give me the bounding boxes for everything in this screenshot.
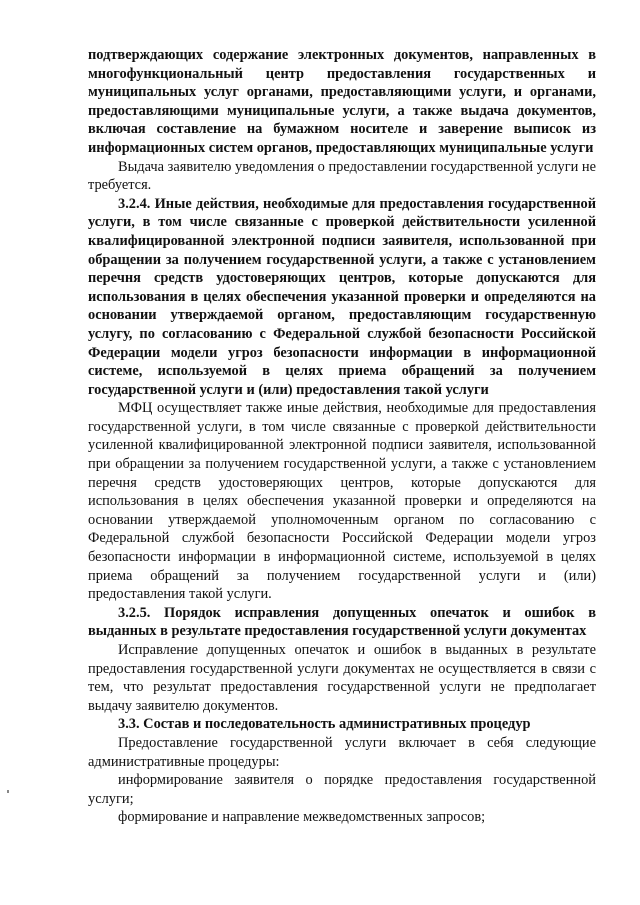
paragraph-notification: Выдача заявителю уведомления о предоставлении государственной услуги не требуется. [88, 158, 596, 194]
section-heading-3-3: 3.3. Состав и последовательность административных процедур [118, 716, 531, 733]
section-heading-3-2-4: 3.2.4. Иные действия, необходимые для предоставления государственной услуги, в том числе связанные с проверкой действительности усиленной квалифицированной электронной подписи заявителя, использованной при обращении за получением государственной услуги, а также с установлением перечня средств удостоверяющих центров, которые допускаются для использования в целях обеспечения указанной проверки и определяются на основании утверждаемой органом, предоставляющим государственную услугу, по согласованию с Федеральной службой безопасности Российской Федерации модели угроз безопасности информации в информационной системе, используемой в целях приема обращений за получением государственной услуги и (или) предоставления такой услуги [88, 195, 596, 398]
list-item-informing: информирование заявителя о порядке предоставления государственной услуги; [88, 772, 596, 807]
paragraph-mfc-actions: МФЦ осуществляет также иные действия, необходимые для предоставления государственной услуги, в том числе связанные с проверкой действительности усиленной квалифицированной электронной подписи заявителя, использованной при обращении за получением государственной услуги, а также с установлением перечня средств удостоверяющих центров, которые допускаются для использования в целях обеспечения указанной проверки и определяются на основании утверждаемой уполномоченным органом по согласованию с Федеральной службой безопасности Российской Федерации модели угроз безопасности информации в информационной системе, используемой в целях приема обращений за получением государственной услуги и (или) предоставления такой услуги. [88, 400, 596, 603]
document-page [88, 46, 596, 827]
paragraph-corrections: Исправление допущенных опечаток и ошибок в выданных в результате предоставления государственной услуги документах не осуществляется в связи с тем, что результат предоставления государственной услуги не предполагает выдачу заявителю документов. [88, 642, 596, 714]
section-heading-3-2-5: 3.2.5. Порядок исправления допущенных опечаток и ошибок в выданных в результате предоставления государственной услуги документах [88, 604, 596, 640]
scan-artifact [7, 790, 9, 793]
paragraph-mfc-documents: подтверждающих содержание электронных документов, направленных в многофункциональный центр предоставления государственных и муниципальных услуг органами, предоставляющими услуги, и органами, предоставляющими муниципальные услуги, а также выдача документов, включая составление на бумажном носителе и заверение выписок из информационных систем органов, предоставляющих муниципальные услуги [88, 47, 596, 156]
paragraph-procedures-intro: Предоставление государственной услуги включает в себя следующие административные процедуры: [88, 734, 596, 770]
list-item-interagency-requests: формирование и направление межведомственных запросов; [118, 809, 486, 826]
